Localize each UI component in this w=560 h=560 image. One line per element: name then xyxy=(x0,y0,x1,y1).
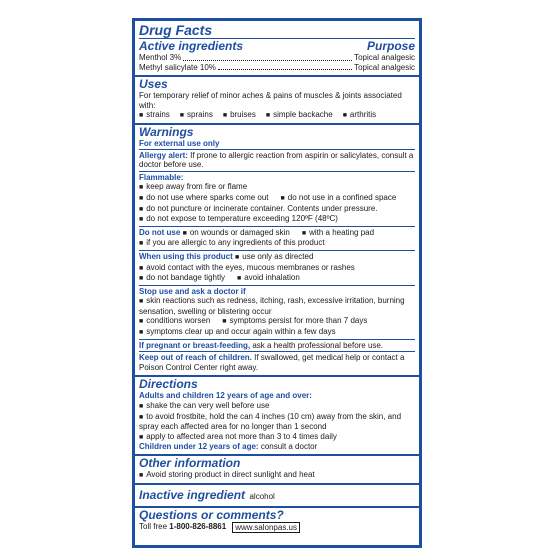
other-information-section: Other information ■ Avoid storing product in direct sunlight and heat xyxy=(135,456,419,485)
warnings-heading: Warnings xyxy=(139,124,194,139)
ingredient-purpose: Topical analgesic xyxy=(354,62,415,72)
uses-heading: Uses xyxy=(139,77,168,92)
warnings-section xyxy=(135,125,419,377)
active-ingredients-heading: Active ingredients xyxy=(139,39,244,53)
list-item: ■ strains xyxy=(139,110,170,121)
do-not-use-block: Do not use ■ on wounds or damaged skin ■ with a heating pad ■ if you are allergic to any ingredients of this product xyxy=(139,226,415,250)
stop-use-block: Stop use and ask a doctor if ■ skin reactions such as redness, itching, rash, excessive irritation, burning sensation, swelling or blistering occur ■ conditions worsen ■ symptoms persist for more than 7 days ■ symptoms clear up and occur again within a few days xyxy=(139,285,415,339)
allergy-alert: Allergy alert: If prone to allergic reaction from aspirin or salicylates, consult a doctor before use. xyxy=(139,150,414,170)
directions-section: Directions Adults and children 12 years of age and over: ■ shake the can very well before use ■ to avoid frostbite, hold the can 4 inches (10 cm) away from the skin, and spray each affected area for no longer than 1 second ■ apply to affected area not more than 3 to 4 times daily Children under 12 years of age: consult a doctor xyxy=(135,377,419,456)
inactive-ingredient-heading: Inactive ingredient xyxy=(139,487,246,502)
pregnancy-note: If pregnant or breast-feeding, ask a health professional before use. xyxy=(139,339,415,352)
when-using-block: When using this product ■ use only as directed ■ avoid contact with the eyes, mucous membranes or rashes ■ do not bandage tightly ■ avoid inhalation xyxy=(139,250,415,285)
other-information-heading: Other information xyxy=(139,456,241,470)
ingredient-row xyxy=(139,53,415,63)
website-link[interactable]: www.salonpas.us xyxy=(232,522,300,533)
ingredient-row xyxy=(139,63,415,73)
inactive-ingredient-value: alcohol xyxy=(249,491,275,501)
active-ingredients-section xyxy=(135,21,419,77)
ingredient-purpose: Topical analgesic xyxy=(354,53,415,62)
inactive-ingredient-section xyxy=(135,485,419,508)
directions-heading: Directions xyxy=(139,377,198,392)
list-item: ■ simple backache xyxy=(266,110,333,121)
drug-facts-title: Drug Facts xyxy=(139,22,213,38)
questions-heading: Questions or comments? xyxy=(139,507,284,522)
phone-number: 1-800-826-8861 xyxy=(169,522,227,532)
list-item: ■ arthritis xyxy=(343,110,376,121)
purpose-heading: Purpose xyxy=(366,39,415,53)
list-item: ■ bruises xyxy=(223,110,256,121)
ingredient-name: Methyl salicylate 10% xyxy=(139,62,216,72)
external-use-note: For external use only xyxy=(139,138,220,148)
uses-section xyxy=(135,77,419,125)
ingredient-name: Menthol 3% xyxy=(139,53,182,62)
uses-list xyxy=(139,110,415,121)
drug-facts-panel xyxy=(132,18,422,548)
keep-out-of-reach: Keep out of reach of children. If swallowed, get medical help or contact a Poison Control Center right away. xyxy=(139,351,415,373)
uses-intro: For temporary relief of minor aches & pains of muscles & joints associated with: xyxy=(139,91,402,110)
flammable-block: Flammable: ■ keep away from fire or flame ■ do not use where sparks come out ■ do not use in a confined space ■ do not puncture or incinerate container. Contents under pressure. ■ do not expose to temperature exceeding 120ºF (48ºC) xyxy=(139,171,415,226)
questions-section: Questions or comments? Toll free 1-800-826-8861 www.salonpas.us xyxy=(135,508,419,535)
list-item: ■ sprains xyxy=(180,110,213,121)
